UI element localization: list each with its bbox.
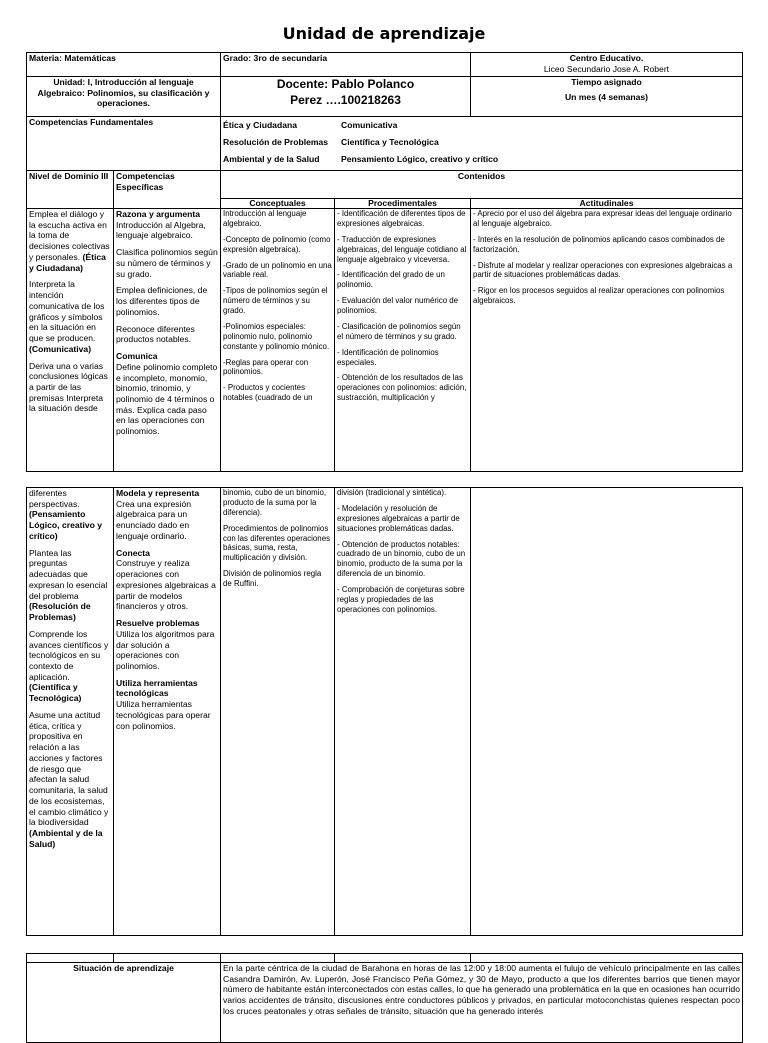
razona-head: Razona y argumenta [116, 209, 201, 219]
procedimental-item: - Modelación y resolución de expresiones algebraicas a partir de situaciones problemáticas dadas. [337, 503, 460, 533]
competencias-fundamentales-list [221, 117, 743, 171]
tiempo-cell [471, 77, 743, 117]
unit-plan-table-3 [26, 953, 743, 1043]
procedimental-item: - Obtención de productos notables: cuadrado de un binomio, cubo de un binomio, producto de la suma por la diferencia de un binomio. [337, 539, 466, 579]
procedimental-item: - Identificación de polinomios especiales. [337, 347, 439, 367]
actitudinal-item: - Aprecio por el uso del álgebra para expresar ideas del lenguaje ordinario al lenguaje algebraico. [473, 209, 732, 228]
procedimentales-cell [335, 488, 471, 936]
comp-head: Utiliza herramientas tecnológicas [116, 677, 198, 699]
nivel-dominio-header: Nivel de Dominio III [27, 171, 114, 209]
centro-label: Centro Educativo. [569, 53, 644, 63]
procedimental-item: división (tradicional y sintética). [337, 488, 447, 497]
procedimentales-cell [335, 209, 471, 472]
cf-cientifica: Científica y Tecnológica [341, 137, 439, 147]
conceptual-item: -Grado de un polinomio en una variable real. [223, 260, 332, 280]
actitudinales-cell [471, 209, 743, 472]
conceptual-item: - Productos y cocientes notables (cuadrado de un [223, 383, 313, 403]
competencias-fundamentales-label: Competencias Fundamentales [27, 117, 221, 171]
comp-head: Resuelve problemas [116, 618, 200, 629]
comunica-head: Comunica [116, 351, 158, 362]
actitudinal-item: - Interés en la resolución de polinomios aplicando casos combinados de factorización. [473, 234, 725, 254]
unit-plan-table-2 [26, 487, 743, 936]
actitudinal-item: - Rigor en los procesos seguidos al realizar operaciones con polinomios algebraicos. [473, 286, 725, 306]
conceptual-item: -Polinomios especiales: polinomio nulo, polinomio constante y polinomio mónico. [223, 321, 330, 351]
grado-cell: Grado: 3ro de secundaria [221, 53, 471, 77]
cf-etica: Ética y Ciudadana [223, 120, 298, 130]
comp-item: Utiliza herramientas tecnológicas para operar con polinomios. [116, 699, 211, 731]
comp-item: Introducción al Algebra, lenguaje algebraico. [116, 219, 206, 241]
conceptuales-cell [221, 209, 335, 472]
procedimental-item: - Comprobación de conjeturas sobre reglas y propiedades de las operaciones con polinomios. [337, 585, 465, 614]
comp-item: Crea una expresión algebraica para un enunciado dado en lenguaje ordinario. [116, 498, 192, 541]
nivel-dominio-cell [27, 488, 114, 936]
competencias-especificas-cell [114, 488, 221, 936]
contenidos-header: Contenidos [221, 171, 743, 199]
centro-cell [471, 53, 743, 77]
materia-cell: Materia: Matemáticas [27, 53, 221, 77]
comp-item: Emplea definiciones, de los diferentes tipos de polinomios. [116, 285, 208, 317]
comp-head: Conecta [116, 547, 150, 558]
procedimental-item: - Obtención de los resultados de las operaciones con polinomios: adición, sustracción, multiplicación y [337, 373, 467, 403]
procedimental-item: - Identificación de diferentes tipos de expresiones algebraicas. [337, 209, 466, 228]
procedimentales-header: Procedimentales [335, 199, 471, 209]
cf-resolucion: Resolución de Problemas [223, 137, 329, 147]
procedimental-item: - Traducción de expresiones algebraicas, del lenguaje cotidiano al lenguaje algebraico y viceversa. [337, 234, 467, 264]
conceptual-item: binomio, cubo de un binomio, producto de la suma por la diferencia). [223, 488, 327, 517]
conceptual-item: Introducción al lenguaje algebraico. [223, 209, 307, 228]
situacion-text: En la parte céntrica de la ciudad de Barahona en horas de las 12:00 y 18:00 aumenta el fulujo de vehículo principalmente en las calles Casandra Damirón, Av. Luperón, José Francisco Peña Gómez, y 30 de Mayo, producto a que los diferentes barrios que tienen mayor número de habitante están interconectados con estas calles, lo que ha generado una problemática en la que en ocasiones han ocurrido varios accidentes de tránsito, discusiones entre conductores públicos y privados, en particular motoconchistas quienes respectan poco los cruces peatonales y otras señales de tránsito, situación que ha generado interés [221, 963, 743, 1043]
empty-cell [471, 954, 743, 963]
unit-plan-table-1 [26, 52, 743, 472]
nivel-item: Comprende los avances científicos y tecnológicos en su contexto de aplicación. (Científica y Tecnológica) [29, 628, 109, 704]
empty-cell [221, 954, 335, 963]
actitudinales-cell [471, 488, 743, 936]
docente-line-2: Perez ….100218263 [290, 92, 401, 107]
nivel-item: Deriva una o varias conclusiones lógicas a partir de las premisas Interpreta la situación desde [29, 360, 108, 414]
cf-ambiental: Ambiental y de la Salud [223, 154, 320, 164]
conceptual-item: -Concepto de polinomio (como expresión algebraica). [223, 234, 331, 254]
competencias-especificas-header: Competencias Específicas [114, 171, 221, 209]
competencias-especificas-cell [114, 209, 221, 472]
comp-item: Construye y realiza operaciones con expresiones algebraicas a partir de modelos financieros y otros. [116, 558, 216, 612]
conceptuales-header: Conceptuales [221, 199, 335, 209]
empty-cell [114, 954, 221, 963]
conceptual-item: -Tipos de polinomios según el número de términos y su grado. [223, 286, 328, 315]
unidad-cell: Unidad: I, Introducción al lenguaje Algebraico: Polinomios, su clasificación y operaciones. [27, 77, 221, 117]
procedimental-item: - Clasificación de polinomios según el número de términos y su grado. [337, 321, 461, 341]
centro-name: Liceo Secundario Jose A. Robert [543, 63, 670, 74]
page-title: Unidad de aprendizaje [282, 24, 486, 43]
comp-item: Define polinomio completo e incompleto, monomio, binomio, trinomio, y polinomio de 4 términos o más. Explica cada paso en las operaciones con polinomios. [116, 361, 218, 437]
comp-item: Clasifica polinomios según su número de términos y su grado. [116, 247, 218, 279]
cf-comunicativa: Comunicativa [341, 120, 398, 130]
nivel-item: Plantea las preguntas adecuadas que expresan lo esencial del problema (Resolución de Problemas) [29, 547, 108, 623]
nivel-item: Interpreta la intención comunicativa de los gráficos y símbolos en la situación en que se producen. (Comunicativa) [29, 279, 105, 354]
conceptual-item: División de polinomios regla de Ruffini. [223, 569, 322, 588]
comp-head: Modela y representa [116, 488, 200, 498]
tiempo-value: Un mes (4 semanas) [564, 91, 649, 102]
actitudinal-item: - Disfrute al modelar y realizar operaciones con expresiones algebraicas a partir de situaciones problemáticas dadas. [473, 260, 733, 280]
procedimental-item: - Identificación del grado de un polinomio. [337, 270, 445, 290]
nivel-item: Asume una actitud ética, crítica y propositiva en relación a las acciones y factores de riesgo que afectan la salud comunitaria, la salud de los ecosistemas, el cambio climático y la biodiversidad (Ambiental y de la Salud) [29, 709, 109, 849]
comp-item: Reconoce diferentes productos notables. [116, 323, 195, 345]
procedimental-item: - Evaluación del valor numérico de polinomios. [337, 296, 459, 315]
nivel-dominio-cell [27, 209, 114, 472]
tiempo-label: Tiempo asignado [571, 77, 642, 87]
conceptual-item: -Reglas para operar con polinomios. [223, 357, 309, 377]
conceptual-item: Procedimientos de polinomios con las diferentes operaciones básicas, suma, resta, multiplicación y división. [223, 523, 331, 563]
nivel-item: Emplea el diálogo y la escucha activa en la toma de decisiones colectivas y personales. (Ética y Ciudadana) [29, 209, 110, 273]
empty-cell [27, 954, 114, 963]
actitudinales-header: Actitudinales [471, 199, 743, 209]
nivel-item: diferentes perspectivas. (Pensamiento Lógico, creativo y crítico) [29, 488, 103, 541]
situacion-label: Situación de aprendizaje [27, 963, 221, 1043]
comp-item: Utiliza los algoritmos para dar solución a operaciones con polinomios. [116, 628, 215, 672]
docente-line-1: Docente: Pablo Polanco [276, 77, 415, 91]
cf-pensamiento: Pensamiento Lógico, creativo y crítico [341, 154, 499, 164]
conceptuales-cell [221, 488, 335, 936]
docente-cell [221, 77, 471, 117]
empty-cell [335, 954, 471, 963]
